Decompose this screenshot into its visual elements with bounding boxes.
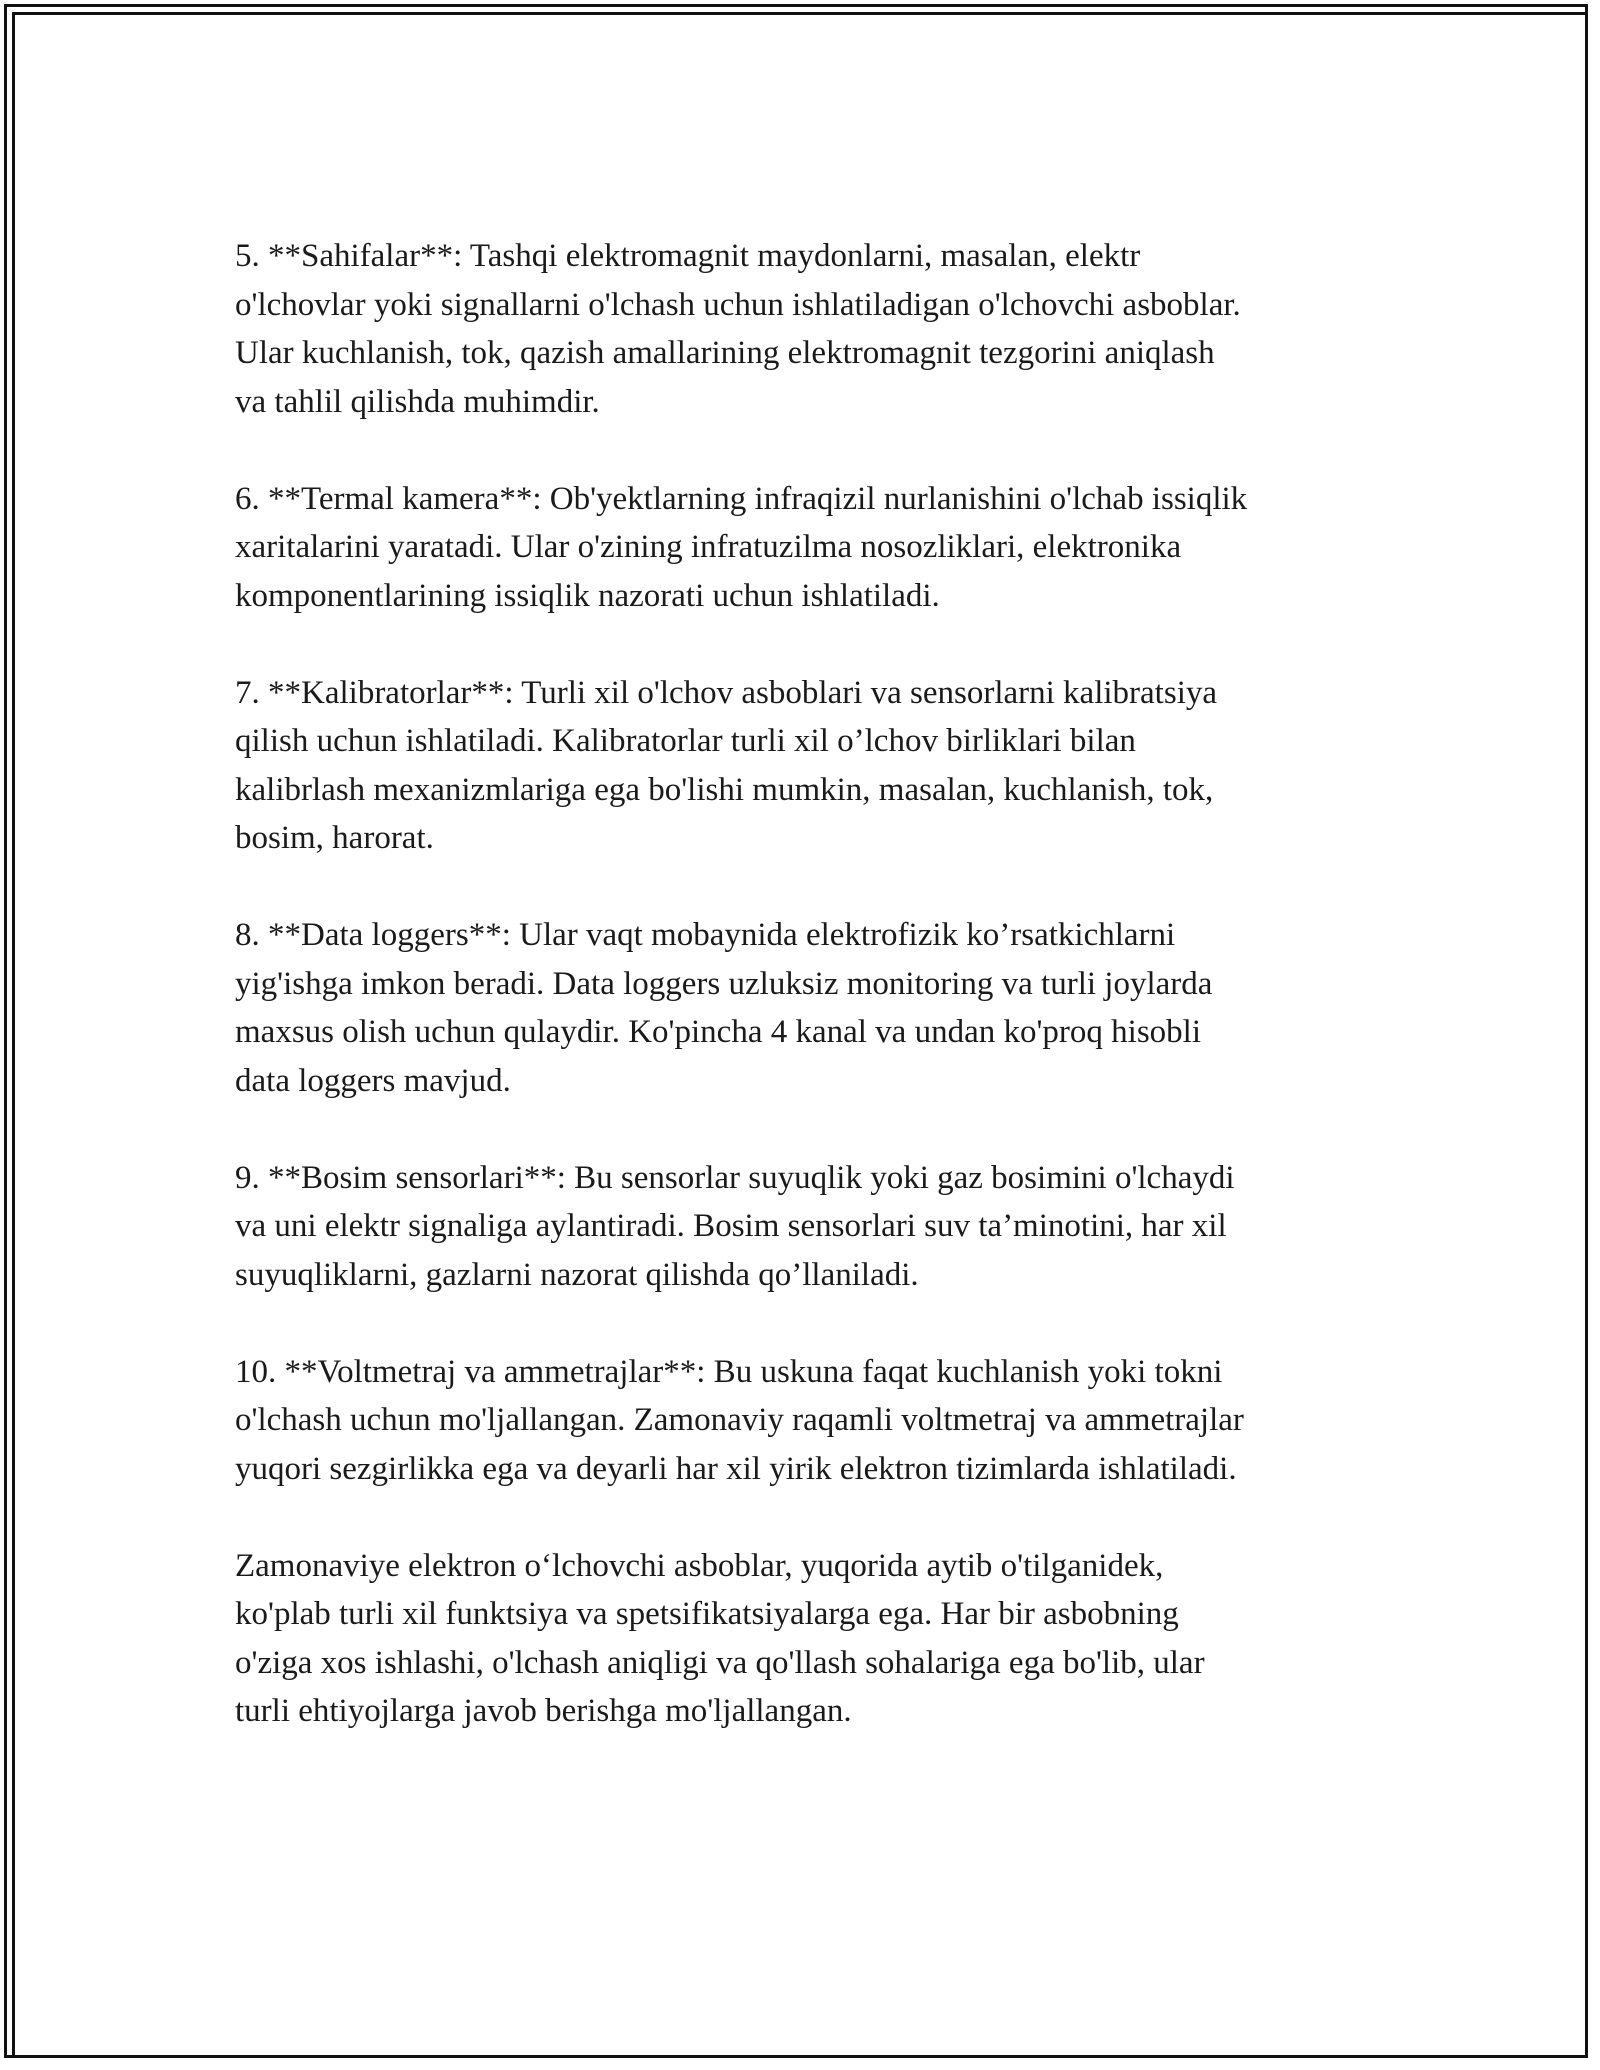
paragraph-item-5: 5. **Sahifalar**: Tashqi elektromagnit maydonlarni, masalan, elektr o'lchovlar yoki signallarni o'lchash uchun ishlatiladigan o'lchovchi asboblar. Ular kuchlanish, tok, qazish amallarining elektromagnit tezgorini aniqlash va tahlil qilishda muhimdir. bbox=[235, 238, 1241, 420]
paragraph-item-8: 8. **Data loggers**: Ular vaqt mobaynida elektrofizik ko’rsatkichlarni yig'ishga imkon beradi. Data loggers uzluksiz monitoring va turli joylarda maxsus olish uchun qulaydir. Ko'pincha 4 kanal va undan ko'proq hisobli data loggers mavjud. bbox=[235, 917, 1213, 1099]
paragraph-item-9: 9. **Bosim sensorlari**: Bu sensorlar suyuqlik yoki gaz bosimini o'lchaydi va uni elektr signaliga aylantiradi. Bosim sensorlari suv ta’minotini, har xil suyuqliklarni, gazlarni nazorat qilishda qo’llaniladi. bbox=[235, 1159, 1235, 1293]
paragraph-conclusion: Zamonaviye elektron o‘lchovchi asboblar, yuqorida aytib o'tilganidek, ko'plab turli xil funktsiya va spetsifikatsiyalarga ega. Har bir asbobning o'ziga xos ishlashi, o'lchash aniqligi va qo'llash sohalariga ega bo'lib, ular turli ehtiyojlarga javob berishga mo'ljallangan. bbox=[235, 1547, 1205, 1729]
document-body bbox=[235, 232, 1415, 1784]
paragraph-item-7: 7. **Kalibratorlar**: Turli xil o'lchov asboblari va sensorlarni kalibratsiya qilish uchun ishlatiladi. Kalibratorlar turli xil o’lchov birliklari bilan kalibrlash mexanizmlariga ega bo'lishi mumkin, masalan, kuchlanish, tok, bosim, harorat. bbox=[235, 674, 1218, 856]
paragraph-item-10: 10. **Voltmetraj va ammetrajlar**: Bu uskuna faqat kuchlanish yoki tokni o'lchash uchun mo'ljallangan. Zamonaviy raqamli voltmetraj va ammetrajlar yuqori sezgirlikka ega va deyarli har xil yirik elektron tizimlarda ishlatiladi. bbox=[235, 1353, 1244, 1487]
paragraph-item-6: 6. **Termal kamera**: Ob'yektlarning infraqizil nurlanishini o'lchab issiqlik xaritalarini yaratadi. Ular o'zining infratuzilma nosozliklari, elektronika komponentlarining issiqlik nazorati uchun ishlatiladi. bbox=[235, 480, 1248, 614]
